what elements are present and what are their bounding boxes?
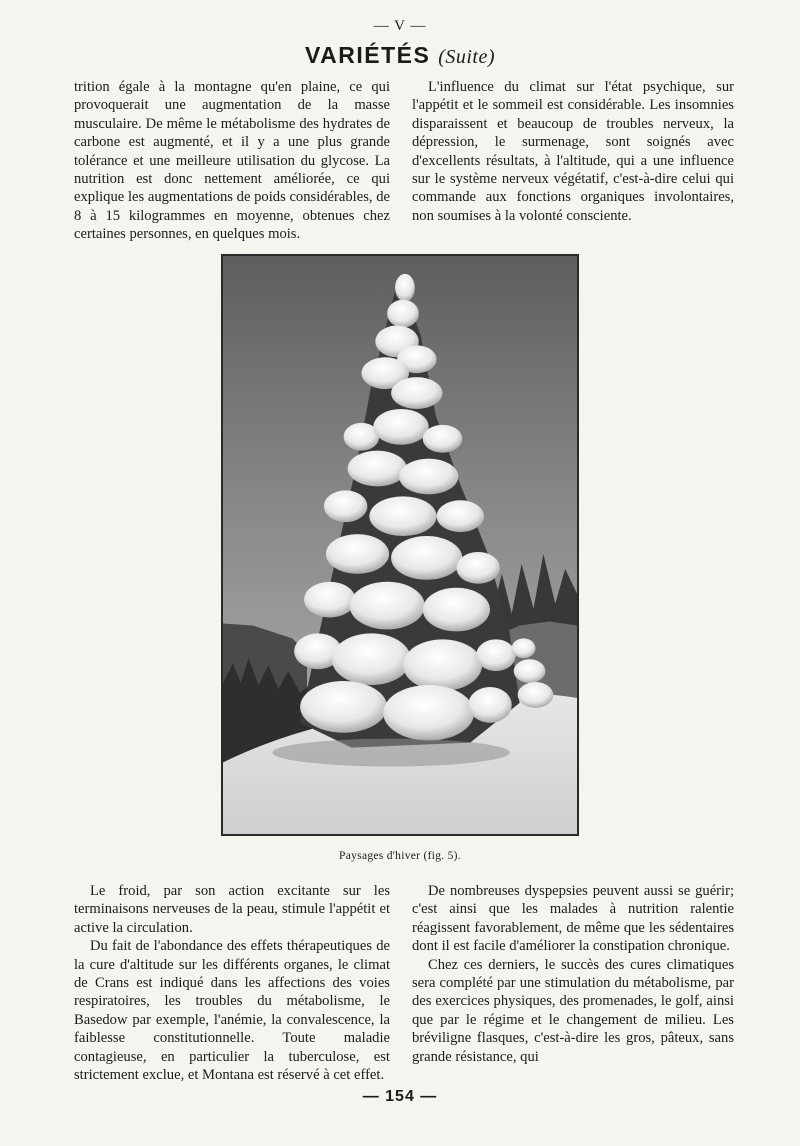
paragraph: Le froid, par son action excitante sur les terminaisons nerveuses de la peau, stimule l'appétit et active la circulation. bbox=[74, 883, 390, 936]
paragraph: De nombreuses dyspepsies peuvent aussi se guérir; c'est ainsi que les malades à nutrition ralentie réagissent favorablement, de même que les sédentaires dont il est facile d'améliorer la constipation chronique. bbox=[412, 883, 734, 955]
snow-covered-tree-image bbox=[223, 256, 577, 834]
text-column-bottom-right bbox=[412, 882, 734, 1066]
page-number: — 154 — bbox=[362, 1088, 438, 1105]
text-column-bottom-left bbox=[74, 882, 390, 1084]
figure-caption: Paysages d'hiver (fig. 5). bbox=[339, 850, 461, 862]
section-title-text: VARIÉTÉS bbox=[304, 42, 431, 68]
paragraph: Chez ces derniers, le succès des cures climatiques sera complété par une stimulation du métabolisme, par des exercices physiques, des promenades, le golf, ainsi que par le régime et le changement de milieu. Les bréviligne flasques, c'est-à-dire les gros, pâteux, sans grande résistance, qui bbox=[412, 956, 734, 1065]
paragraph: L'influence du climat sur l'état psychique, sur l'appétit et le sommeil est considérable. Les insomnies disparaissent et beaucoup de troubles nerveux, la dépression, le surmenage, sont soignés avec d'excellents résultats, à l'altitude, qui a une influence sur le système nerveux végétatif, c'est-à-dire celui qui commande aux fonctions organiques involontaires, non soumises à la volonté consciente. bbox=[412, 79, 734, 224]
paragraph: Du fait de l'abondance des effets thérapeutiques de la cure d'altitude sur les différents organes, le climat de Crans est indiqué dans les affections des voies respiratoires, les troubles du métabolisme, le Basedow par exemple, l'anémie, la convalescence, la faiblesse constitutionnelle. Toute maladie contagieuse, en particulier la tuberculose, est strictement exclue, et Montana est réservé à cet effet. bbox=[74, 938, 390, 1084]
section-subtitle: (Suite) bbox=[438, 46, 496, 68]
text-column-top-left bbox=[74, 78, 390, 244]
paragraph: trition égale à la montagne qu'en plaine, ce qui provoquerait une augmentation de la masse musculaire. De même le métabolisme des hydrates de carbone est augmenté, et il y a une plus grande tolérance et une meilleure utilisation du glycose. La nutrition est donc nettement améliorée, ce qui explique les augmentations de poids considérables, de 8 à 15 kilogrammes en moyenne, obtenues chez certaines personnes, en quelques mois. bbox=[74, 79, 390, 243]
section-title bbox=[0, 42, 800, 69]
running-header: — V — bbox=[373, 18, 427, 34]
text-column-top-right bbox=[412, 78, 734, 225]
winter-landscape-photo bbox=[221, 254, 579, 836]
